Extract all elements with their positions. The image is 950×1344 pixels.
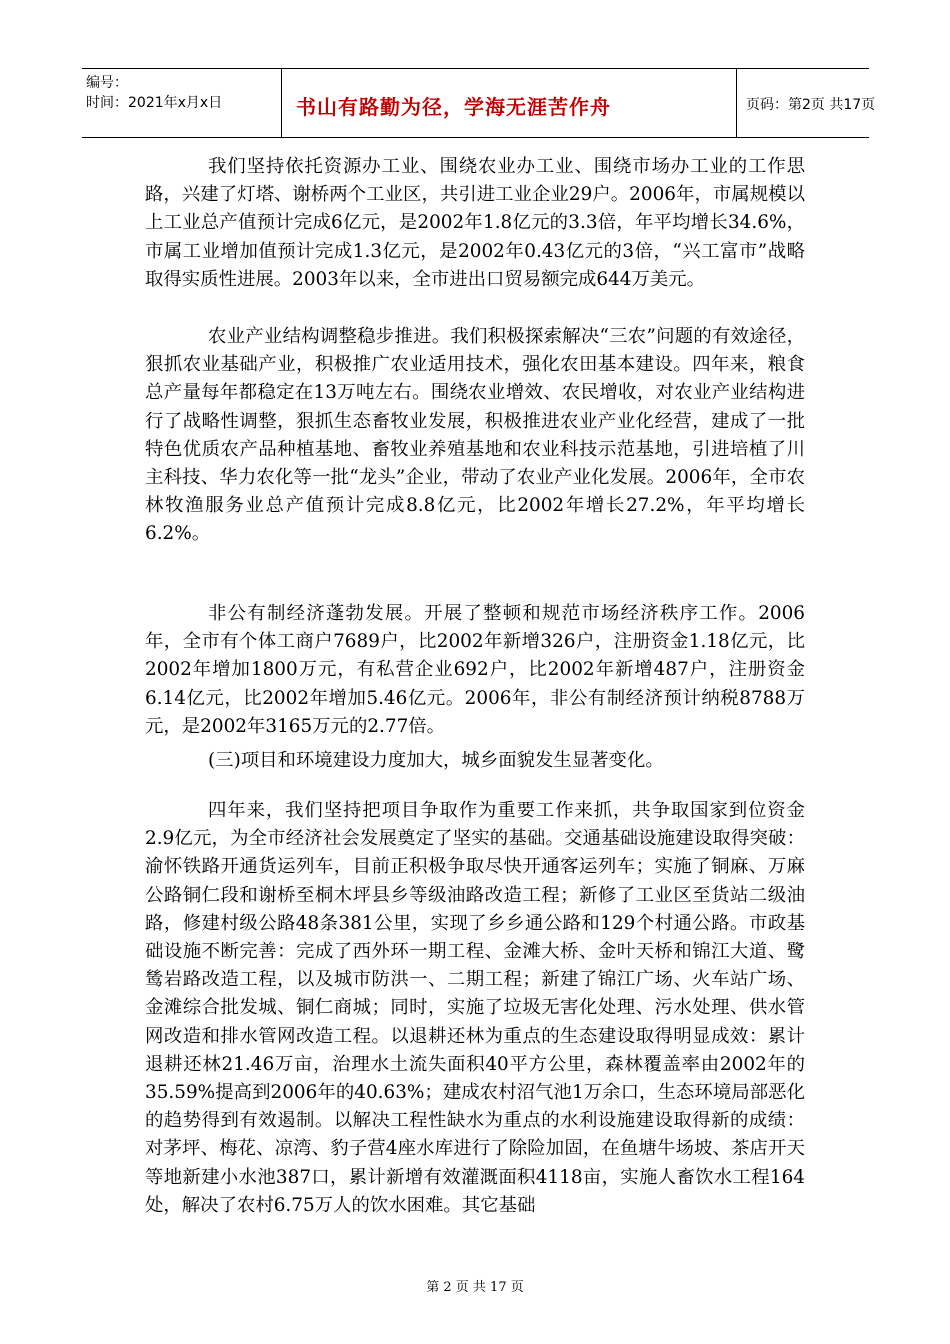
- header-right-cell: [736, 69, 876, 137]
- header-left-cell: [82, 69, 280, 137]
- header-motto: 书山有路勤为径，学海无涯苦作舟: [296, 95, 611, 119]
- paragraph-private-economy: 非公有制经济蓬勃发展。开展了整顿和规范市场经济秩序工作。2006年，全市有个体工商户7689户，比2002年新增326户，注册资金1.18亿元，比2002年增加1800万元，有私营企业692户，比2002年新增487户，注册资金6.14亿元，比2002年增加5.46亿元。2006年，非公有制经济预计纳税8788万元，是2002年3165万元的2.77倍。: [145, 603, 805, 737]
- paragraph-industry: 我们坚持依托资源办工业、围绕农业办工业、围绕市场办工业的工作思路，兴建了灯塔、谢桥两个工业区，共引进工业企业29户。2006年，市属规模以上工业总产值预计完成6亿元，是2002年1.8亿元的3.3倍，年平均增长34.6%，市属工业增加值预计完成1.3亿元，是2002年0.43亿元的3倍，“兴工富市”战略取得实质性进展。2003年以来，全市进出口贸易额完成644万美元。: [145, 156, 805, 290]
- section-heading-projects: (三)项目和环境建设力度加大，城乡面貌发生显著变化。: [208, 750, 664, 771]
- paragraph-projects: 四年来，我们坚持把项目争取作为重要工作来抓，共争取国家到位资金2.9亿元，为全市经济社会发展奠定了坚实的基础。交通基础设施建设取得突破：渝怀铁路开通货运列车，目前正积极争取尽快开通客运列车；实施了铜麻、万麻公路铜仁段和谢桥至桐木坪县乡等级油路改造工程；新修了工业区至货站二级油路，修建村级公路48条381公里，实现了乡乡通公路和129个村通公路。市政基础设施不断完善：完成了西外环一期工程、金滩大桥、金叶天桥和锦江大道、鹭鸶岩路改造工程，以及城市防洪一、二期工程；新建了锦江广场、火车站广场、金滩综合批发城、铜仁商城；同时，实施了垃圾无害化处理、污水处理、供水管网改造和排水管网改造工程。以退耕还林为重点的生态建设取得明显成效：累计退耕还林21.46万亩，治理水土流失面积40平方公里，森林覆盖率由2002年的35.59%提高到2006年的40.63%；建成农村沼气池1万余口，生态环境局部恶化的趋势得到有效遏制。以解决工程性缺水为重点的水利设施建设取得新的成绩：对茅坪、梅花、凉湾、豹子营4座水库进行了除险加固，在鱼塘牛场坡、茶店开天等地新建小水池387口，累计新增有效灌溉面积4118亩，实施人畜饮水工程164处，解决了农村6.75万人的饮水困难。其它基础: [145, 800, 805, 1216]
- time-label: 时间：2021年x月x日: [86, 95, 223, 111]
- number-label: 编号：: [86, 75, 128, 91]
- page-footer: 第 2 页 共 17 页: [426, 1280, 524, 1295]
- header-center-cell: [281, 69, 737, 137]
- page-info: 页码：第2页 共17页: [746, 97, 876, 113]
- document-header: [82, 68, 876, 138]
- paragraph-agriculture: 农业产业结构调整稳步推进。我们积极探索解决“三农”问题的有效途径，狠抓农业基础产业，积极推广农业适用技术，强化农田基本建设。四年来，粮食总产量每年都稳定在13万吨左右。围绕农业增效、农民增收，对农业产业结构进行了战略性调整，狠抓生态畜牧业发展，积极推进农业产业化经营，建成了一批特色优质农产品种植基地、畜牧业养殖基地和农业科技示范基地，引进培植了川主科技、华力农化等一批“龙头”企业，带动了农业产业化发展。2006年，全市农林牧渔服务业总产值预计完成8.8亿元，比2002年增长27.2%，年平均增长6.2%。: [145, 326, 805, 545]
